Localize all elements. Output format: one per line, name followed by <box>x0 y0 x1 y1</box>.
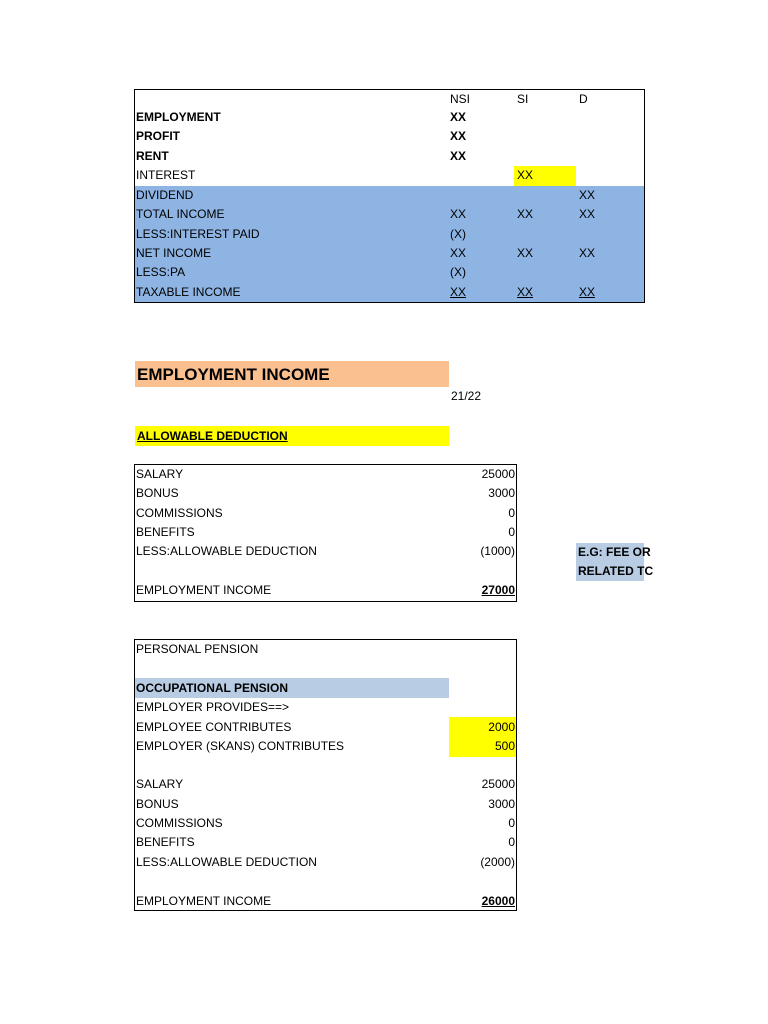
deduction-row-label: COMMISSIONS <box>136 506 223 520</box>
summary-row-nsi: XX <box>450 129 467 143</box>
summary-row-label: DIVIDEND <box>136 188 194 202</box>
deduction-row-label: LESS:ALLOWABLE DEDUCTION <box>136 544 317 558</box>
summary-row-d: XX <box>579 246 596 260</box>
header-nsi: NSI <box>450 92 471 106</box>
deduction-note-line2: RELATED TC <box>578 564 654 578</box>
deduction-row-value: 25000 <box>481 467 515 481</box>
header-d: D <box>579 92 588 106</box>
summary-row-nsi: (X) <box>450 227 466 241</box>
pension-row-label: BENEFITS <box>136 835 195 849</box>
deduction-total-label: EMPLOYMENT INCOME <box>136 583 272 597</box>
header-si: SI <box>517 92 529 106</box>
deduction-row-value: 0 <box>508 506 515 520</box>
summary-row-label: TOTAL INCOME <box>136 207 225 221</box>
pension-row-label: SALARY <box>136 777 184 791</box>
pension-row-value: 3000 <box>488 797 515 811</box>
pension-row-value: 0 <box>508 816 515 830</box>
summary-row-nsi: (X) <box>450 265 466 279</box>
summary-row-si: XX <box>517 207 534 221</box>
summary-row-nsi: XX <box>450 285 467 299</box>
summary-row-label: LESS:INTEREST PAID <box>136 227 260 241</box>
deduction-row-value: 3000 <box>488 486 515 500</box>
summary-row-si: XX <box>517 246 534 260</box>
deduction-row-value: 0 <box>508 525 515 539</box>
deduction-total-value: 27000 <box>481 583 515 597</box>
summary-row-si: XX <box>517 168 534 182</box>
pension-row-value: 0 <box>508 835 515 849</box>
summary-row-d: XX <box>579 188 596 202</box>
summary-row-nsi: XX <box>450 207 467 221</box>
occupational-pension-label: OCCUPATIONAL PENSION <box>136 681 289 695</box>
pension-total-label: EMPLOYMENT INCOME <box>136 894 272 908</box>
pension-row-label: COMMISSIONS <box>136 816 223 830</box>
allowable-deduction-heading: ALLOWABLE DEDUCTION <box>137 429 288 443</box>
summary-row-nsi: XX <box>450 246 467 260</box>
summary-row-nsi: XX <box>450 110 467 124</box>
deduction-note-box <box>576 543 654 581</box>
employee-contributes-value: 2000 <box>488 720 515 734</box>
pension-row-label: BONUS <box>136 797 179 811</box>
summary-row-label: PROFIT <box>136 129 180 143</box>
deduction-note-line1: E.G: FEE OR <box>578 545 651 559</box>
section-title: EMPLOYMENT INCOME <box>137 365 330 384</box>
employer-contributes-value: 500 <box>494 739 515 753</box>
summary-row-label: EMPLOYMENT <box>136 110 221 124</box>
summary-row-label: INTEREST <box>136 168 196 182</box>
deduction-row-label: BENEFITS <box>136 525 195 539</box>
deduction-row-value: (1000) <box>480 544 515 558</box>
summary-row-label: LESS:PA <box>136 265 186 279</box>
summary-row-d: XX <box>579 285 596 299</box>
tax-year: 21/22 <box>451 389 482 403</box>
summary-row-label: TAXABLE INCOME <box>136 285 241 299</box>
pension-total-value: 26000 <box>481 894 515 908</box>
deduction-row-label: BONUS <box>136 486 179 500</box>
pension-row-value: (2000) <box>480 855 515 869</box>
employee-contributes-label: EMPLOYEE CONTRIBUTES <box>136 720 292 734</box>
employer-provides-label: EMPLOYER PROVIDES==> <box>136 700 290 714</box>
pension-row-value: 25000 <box>481 777 515 791</box>
personal-pension-label: PERSONAL PENSION <box>136 642 259 656</box>
summary-row-label: RENT <box>136 149 169 163</box>
employer-contributes-label: EMPLOYER (SKANS) CONTRIBUTES <box>136 739 345 753</box>
summary-row-nsi: XX <box>450 149 467 163</box>
pension-row-label: LESS:ALLOWABLE DEDUCTION <box>136 855 317 869</box>
summary-row-si: XX <box>517 285 534 299</box>
summary-row-d: XX <box>579 207 596 221</box>
summary-row-label: NET INCOME <box>136 246 212 260</box>
deduction-row-label: SALARY <box>136 467 184 481</box>
